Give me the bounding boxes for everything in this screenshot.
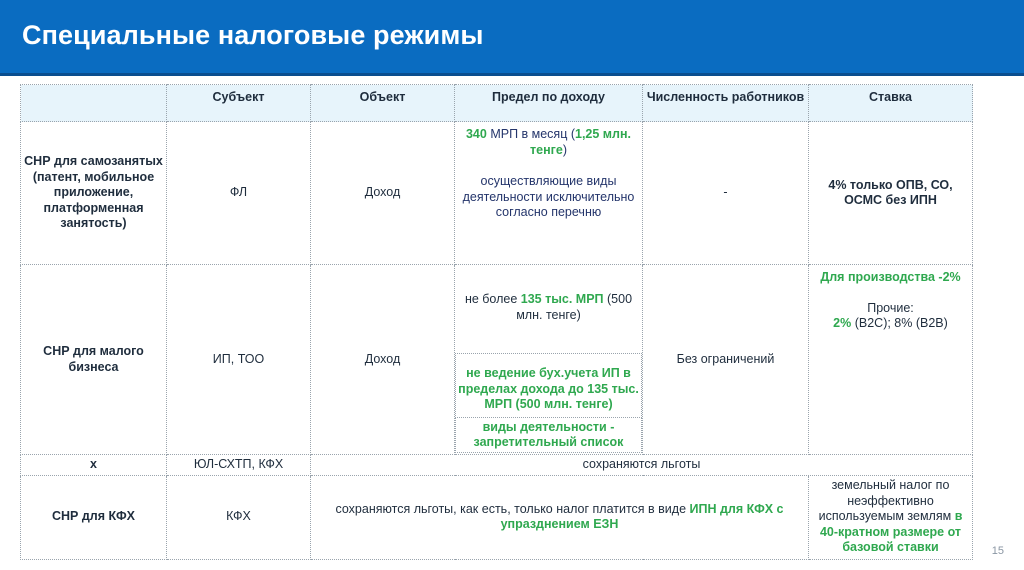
column-header-empty — [21, 85, 167, 122]
rate-cell: земельный налог по неэффективно используемым землям в 40-кратном размере от базовой ставки — [809, 475, 973, 559]
page-number: 15 — [991, 545, 1004, 557]
rate-other-label: Прочие: — [867, 300, 914, 315]
rate-cell: 4% только ОПВ, СО, ОСМС без ИПН — [809, 122, 973, 265]
table-row-farm — [21, 475, 973, 559]
benefits-cell: сохраняются льготы — [311, 455, 973, 476]
table-row-self-employed — [21, 122, 973, 265]
table-row-small-business — [21, 265, 973, 455]
income-limit-main: не более 135 тыс. МРП (500 млн. тенге) — [464, 292, 633, 322]
income-limit-note: осуществляющие виды деятельности исключительно согласно перечню — [462, 174, 635, 219]
column-header-income-limit: Предел по доходу — [455, 85, 643, 122]
regime-name: СНР для КФХ — [21, 475, 167, 559]
header-rule — [0, 73, 1024, 76]
header-row — [21, 85, 973, 122]
income-limit-activities: виды деятельности - запретительный список — [455, 418, 642, 453]
column-header-subject: Субъект — [167, 85, 311, 122]
income-limit-main: 340 МРП в месяц (1,25 млн. тенге) — [465, 127, 632, 157]
object-cell: Доход — [311, 265, 455, 455]
object-cell: Доход — [311, 122, 455, 265]
regime-name: СНР для малого бизнеса — [21, 265, 167, 455]
column-header-rate: Ставка — [809, 85, 973, 122]
header-bar — [0, 0, 1024, 76]
rate-cell — [809, 265, 973, 455]
regime-name: СНР для самозанятых (патент, мобильное приложение, платформенная занятость) — [21, 122, 167, 265]
subject-cell: ИП, ТОО — [167, 265, 311, 455]
rate-production: Для производства -2% — [820, 270, 961, 284]
income-limit-cell — [455, 122, 643, 265]
column-header-object: Объект — [311, 85, 455, 122]
subject-cell: ЮЛ-СХТП, КФХ — [167, 455, 311, 476]
workers-cell: Без ограничений — [643, 265, 809, 455]
page-title: Специальные налоговые режимы — [22, 20, 484, 50]
subject-cell: КФХ — [167, 475, 311, 559]
regime-mark: х — [21, 455, 167, 476]
column-header-workers: Численность работников — [643, 85, 809, 122]
farm-tax-cell: сохраняются льготы, как есть, только налог платится в виде ИПН для КФХ с упразднением ЕЗН — [311, 475, 809, 559]
income-limit-accounting: не ведение бух.учета ИП в пределах дохода до 135 тыс. МРП (500 млн. тенге) — [455, 353, 642, 418]
tax-regimes-table — [20, 84, 973, 560]
income-limit-cell — [455, 265, 643, 455]
workers-cell: - — [643, 122, 809, 265]
table-row-agri — [21, 455, 973, 476]
subject-cell: ФЛ — [167, 122, 311, 265]
rate-other-values: 2% (B2C); 8% (B2B) — [833, 316, 948, 330]
